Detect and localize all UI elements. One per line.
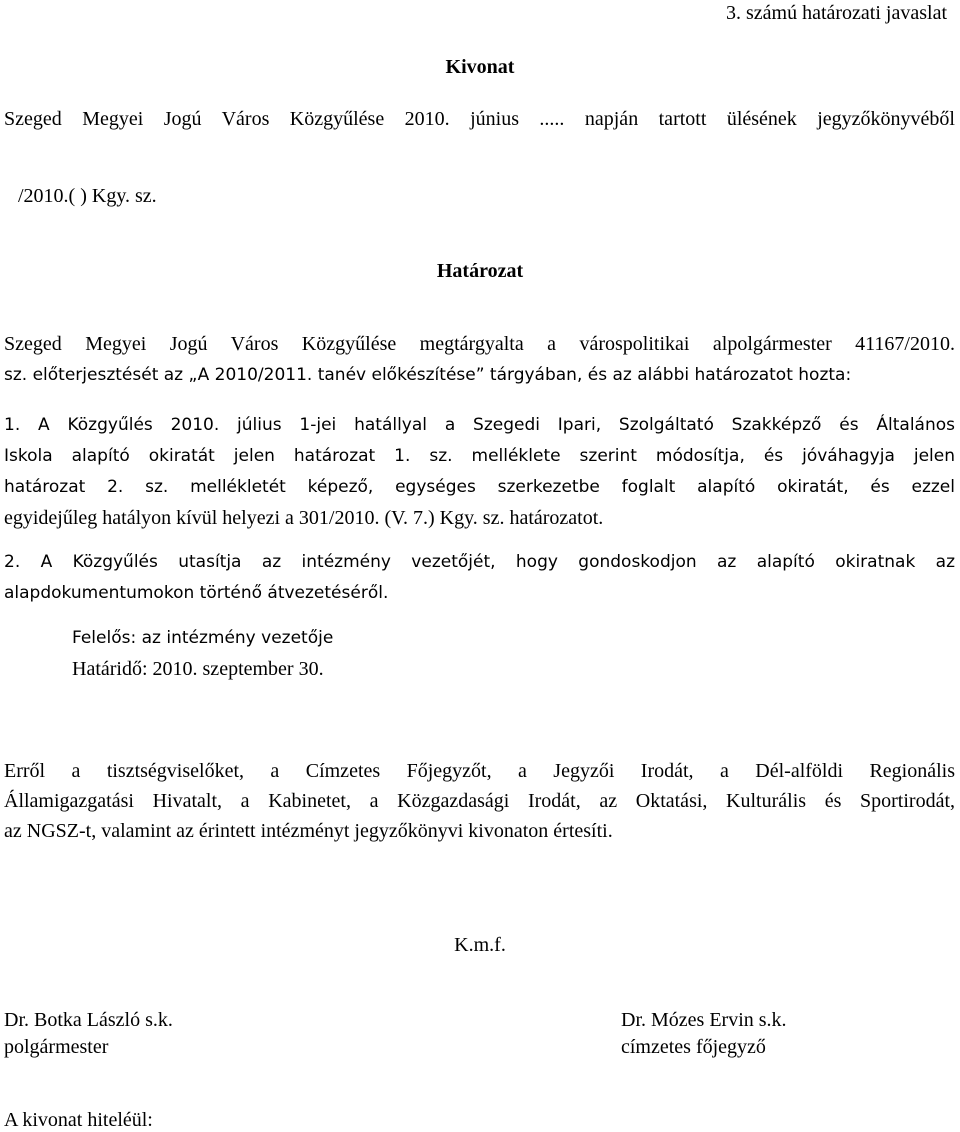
point-1-line: határozat 2. sz. mellékletét képező, egységes szerkezetbe foglalt alapító okiratát, és ezzel xyxy=(4,477,955,497)
point-2-line: 2. A Közgyűlés utasítja az intézmény vezetőjét, hogy gondoskodjon az alapító okiratnak az xyxy=(4,552,955,572)
point-1-line: 1. A Közgyűlés 2010. július 1-jei hatállyal a Szegedi Ipari, Szolgáltató Szakképző és Általános xyxy=(4,415,955,435)
resolution-title: Határozat xyxy=(436,260,524,282)
excerpt-title: Kivonat xyxy=(445,56,515,78)
notification-line: Államigazgatási Hivatalt, a Kabinetet, a Közgazdasági Irodát, az Oktatási, Kulturális és Sportirodát, xyxy=(4,790,955,812)
notification-paragraph xyxy=(4,756,955,846)
deadline-line: Határidő: 2010. szeptember 30. xyxy=(72,658,324,680)
responsible-line: Felelős: az intézmény vezetője xyxy=(72,628,334,648)
notification-line: az NGSZ-t, valamint az érintett intézményt jegyzőkönyvi kivonaton értesíti. xyxy=(4,820,613,842)
signer-right-name: Dr. Mózes Ervin s.k. xyxy=(621,1009,787,1031)
resolution-point-1 xyxy=(4,410,955,534)
kmf-line: K.m.f. xyxy=(454,934,506,956)
resolution-point-2 xyxy=(4,547,955,609)
certification-line: A kivonat hiteléül: xyxy=(4,1109,153,1131)
signer-right-title: címzetes főjegyző xyxy=(621,1036,766,1058)
minutes-line: Szeged Megyei Jogú Város Közgyűlése 2010. június ..... napján tartott ülésének jegyzőkönyvéből xyxy=(4,108,955,130)
point-1-line: egyidejűleg hatályon kívül helyezi a 301/2010. (V. 7.) Kgy. sz. határozatot. xyxy=(4,507,604,529)
intro-line: Szeged Megyei Jogú Város Közgyűlése megtárgyalta a várospolitikai alpolgármester 41167/2010. xyxy=(4,333,955,355)
notification-line: Erről a tisztségviselőket, a Címzetes Főjegyzőt, a Jegyzői Irodát, a Dél-alföldi Regionális xyxy=(4,760,955,782)
resolution-intro xyxy=(4,329,955,391)
signer-left-name: Dr. Botka László s.k. xyxy=(4,1009,173,1031)
resolution-number: /2010.( ) Kgy. sz. xyxy=(18,185,157,207)
intro-line: sz. előterjesztését az „A 2010/2011. tanév előkészítése” tárgyában, és az alábbi határozatot hozta: xyxy=(4,365,852,385)
point-1-line: Iskola alapító okiratát jelen határozat 1. sz. melléklete szerint módosítja, és jóváhagyja jelen xyxy=(4,446,955,466)
signer-left-title: polgármester xyxy=(4,1036,109,1058)
proposal-number: 3. számú határozati javaslat xyxy=(725,2,947,24)
point-2-line: alapdokumentumokon történő átvezetéséről. xyxy=(4,583,389,603)
